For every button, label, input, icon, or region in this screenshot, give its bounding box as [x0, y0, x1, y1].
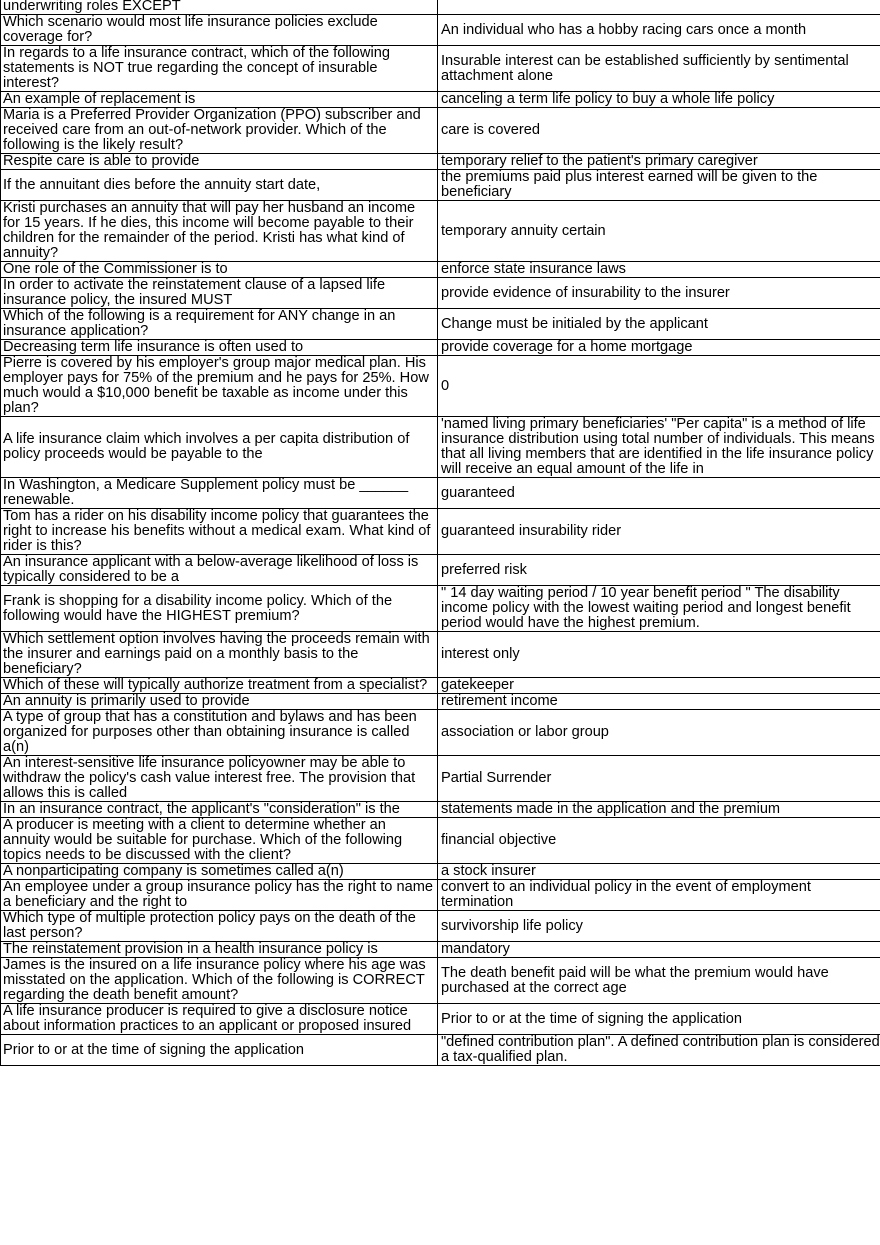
question-cell: Respite care is able to provide — [1, 154, 438, 170]
table-row — [1, 278, 880, 309]
answer-cell: guaranteed — [438, 478, 880, 509]
table-row — [1, 340, 880, 356]
question-cell: Kristi purchases an annuity that will pay her husband an income for 15 years. If he dies, this income will become payable to their children for the remainder of the period. Kristi has what kind of annuity? — [1, 201, 438, 262]
question-cell: Tom has a rider on his disability income policy that guarantees the right to increase his benefits without a medical exam. What kind of rider is this? — [1, 509, 438, 555]
table-row — [1, 818, 880, 864]
question-cell: One role of the Commissioner is to — [1, 262, 438, 278]
question-cell: If the annuitant dies before the annuity start date, — [1, 170, 438, 201]
answer-cell: " 14 day waiting period / 10 year benefit period " The disability income policy with the lowest waiting period and longest benefit period would have the highest premium. — [438, 586, 880, 632]
answer-cell: provide evidence of insurability to the insurer — [438, 278, 880, 309]
question-cell: A type of group that has a constitution and bylaws and has been organized for purposes other than obtaining insurance is called a(n) — [1, 710, 438, 756]
answer-cell: a stock insurer — [438, 864, 880, 880]
table-row — [1, 15, 880, 46]
table-row — [1, 509, 880, 555]
question-cell: James is the insured on a life insurance policy where his age was misstated on the application. Which of the following is CORRECT regarding the death benefit amount? — [1, 958, 438, 1004]
table-row — [1, 92, 880, 108]
table-row — [1, 880, 880, 911]
answer-cell: Prior to or at the time of signing the application — [438, 1004, 880, 1035]
question-cell: An employee under a group insurance policy has the right to name a beneficiary and the right to — [1, 880, 438, 911]
question-cell: Pierre is covered by his employer's group major medical plan. His employer pays for 75% of the premium and he pays for 25%. How much would a $10,000 benefit be taxable as income under this plan? — [1, 356, 438, 417]
answer-cell: retirement income — [438, 694, 880, 710]
table-row — [1, 0, 880, 15]
answer-cell: care is covered — [438, 108, 880, 154]
question-cell: Prior to or at the time of signing the application — [1, 1035, 438, 1066]
question-cell: Which of the following is a requirement for ANY change in an insurance application? — [1, 309, 438, 340]
answer-cell: enforce state insurance laws — [438, 262, 880, 278]
question-cell: Which type of multiple protection policy pays on the death of the last person? — [1, 911, 438, 942]
table-row — [1, 942, 880, 958]
question-cell: Which scenario would most life insurance policies exclude coverage for? — [1, 15, 438, 46]
question-cell: An insurance applicant with a below-average likelihood of loss is typically considered to be a — [1, 555, 438, 586]
question-cell: In Washington, a Medicare Supplement policy must be ______ renewable. — [1, 478, 438, 509]
answer-cell: temporary annuity certain — [438, 201, 880, 262]
answer-cell: preferred risk — [438, 555, 880, 586]
table-row — [1, 201, 880, 262]
question-cell: An example of replacement is — [1, 92, 438, 108]
answer-cell: Insurable interest can be established sufficiently by sentimental attachment alone — [438, 46, 880, 92]
question-cell: In an insurance contract, the applicant's "consideration" is the — [1, 802, 438, 818]
answer-cell: association or labor group — [438, 710, 880, 756]
question-cell: A life insurance claim which involves a per capita distribution of policy proceeds would be payable to the — [1, 417, 438, 478]
table-row — [1, 555, 880, 586]
question-cell: The reinstatement provision in a health insurance policy is — [1, 942, 438, 958]
question-cell: Which settlement option involves having the proceeds remain with the insurer and earnings paid on a monthly basis to the beneficiary? — [1, 632, 438, 678]
answer-cell: 0 — [438, 356, 880, 417]
question-cell: Which of these will typically authorize treatment from a specialist? — [1, 678, 438, 694]
answer-cell: An individual who has a hobby racing cars once a month — [438, 15, 880, 46]
table-row — [1, 911, 880, 942]
question-cell: In order to activate the reinstatement clause of a lapsed life insurance policy, the insured MUST — [1, 278, 438, 309]
question-cell: A nonparticipating company is sometimes called a(n) — [1, 864, 438, 880]
table-row — [1, 154, 880, 170]
question-cell: In regards to a life insurance contract, which of the following statements is NOT true regarding the concept of insurable interest? — [1, 46, 438, 92]
question-cell: underwriting roles EXCEPT — [1, 0, 438, 15]
table-row — [1, 632, 880, 678]
table-row — [1, 678, 880, 694]
table-row — [1, 694, 880, 710]
question-cell: Maria is a Preferred Provider Organization (PPO) subscriber and received care from an out-of-network provider. Which of the following is the likely result? — [1, 108, 438, 154]
question-cell: A life insurance producer is required to give a disclosure notice about information practices to an applicant or proposed insured — [1, 1004, 438, 1035]
table-row — [1, 802, 880, 818]
table-row — [1, 864, 880, 880]
answer-cell: The death benefit paid will be what the premium would have purchased at the correct age — [438, 958, 880, 1004]
answer-cell: interest only — [438, 632, 880, 678]
table-row — [1, 262, 880, 278]
table-row — [1, 309, 880, 340]
answer-cell: 'named living primary beneficiaries' "Per capita" is a method of life insurance distribution using total number of individuals. This means that all living members that are identified in the life insurance policy will receive an equal amount of the life in — [438, 417, 880, 478]
answer-cell — [438, 0, 880, 15]
answer-cell: temporary relief to the patient's primary caregiver — [438, 154, 880, 170]
answer-cell: Partial Surrender — [438, 756, 880, 802]
answer-cell: provide coverage for a home mortgage — [438, 340, 880, 356]
question-cell: An annuity is primarily used to provide — [1, 694, 438, 710]
table-row — [1, 356, 880, 417]
answer-cell: the premiums paid plus interest earned will be given to the beneficiary — [438, 170, 880, 201]
table-row — [1, 170, 880, 201]
answer-cell: "defined contribution plan". A defined contribution plan is considered a tax-qualified plan. — [438, 1035, 880, 1066]
answer-cell: survivorship life policy — [438, 911, 880, 942]
table-row — [1, 1035, 880, 1066]
answer-cell: Change must be initialed by the applicant — [438, 309, 880, 340]
answer-cell: gatekeeper — [438, 678, 880, 694]
answer-cell: financial objective — [438, 818, 880, 864]
table-row — [1, 478, 880, 509]
table-row — [1, 1004, 880, 1035]
table-row — [1, 417, 880, 478]
answer-cell: mandatory — [438, 942, 880, 958]
answer-cell: guaranteed insurability rider — [438, 509, 880, 555]
answer-cell: convert to an individual policy in the event of employment termination — [438, 880, 880, 911]
question-cell: Frank is shopping for a disability income policy. Which of the following would have the HIGHEST premium? — [1, 586, 438, 632]
table-row — [1, 756, 880, 802]
table-row — [1, 108, 880, 154]
table-row — [1, 46, 880, 92]
question-cell: An interest-sensitive life insurance policyowner may be able to withdraw the policy's cash value interest free. The provision that allows this is called — [1, 756, 438, 802]
table-row — [1, 586, 880, 632]
answer-cell: canceling a term life policy to buy a whole life policy — [438, 92, 880, 108]
question-cell: Decreasing term life insurance is often used to — [1, 340, 438, 356]
table-row — [1, 710, 880, 756]
table-row — [1, 958, 880, 1004]
question-cell: A producer is meeting with a client to determine whether an annuity would be suitable for purchase. Which of the following topics needs to be discussed with the client? — [1, 818, 438, 864]
answer-cell: statements made in the application and the premium — [438, 802, 880, 818]
